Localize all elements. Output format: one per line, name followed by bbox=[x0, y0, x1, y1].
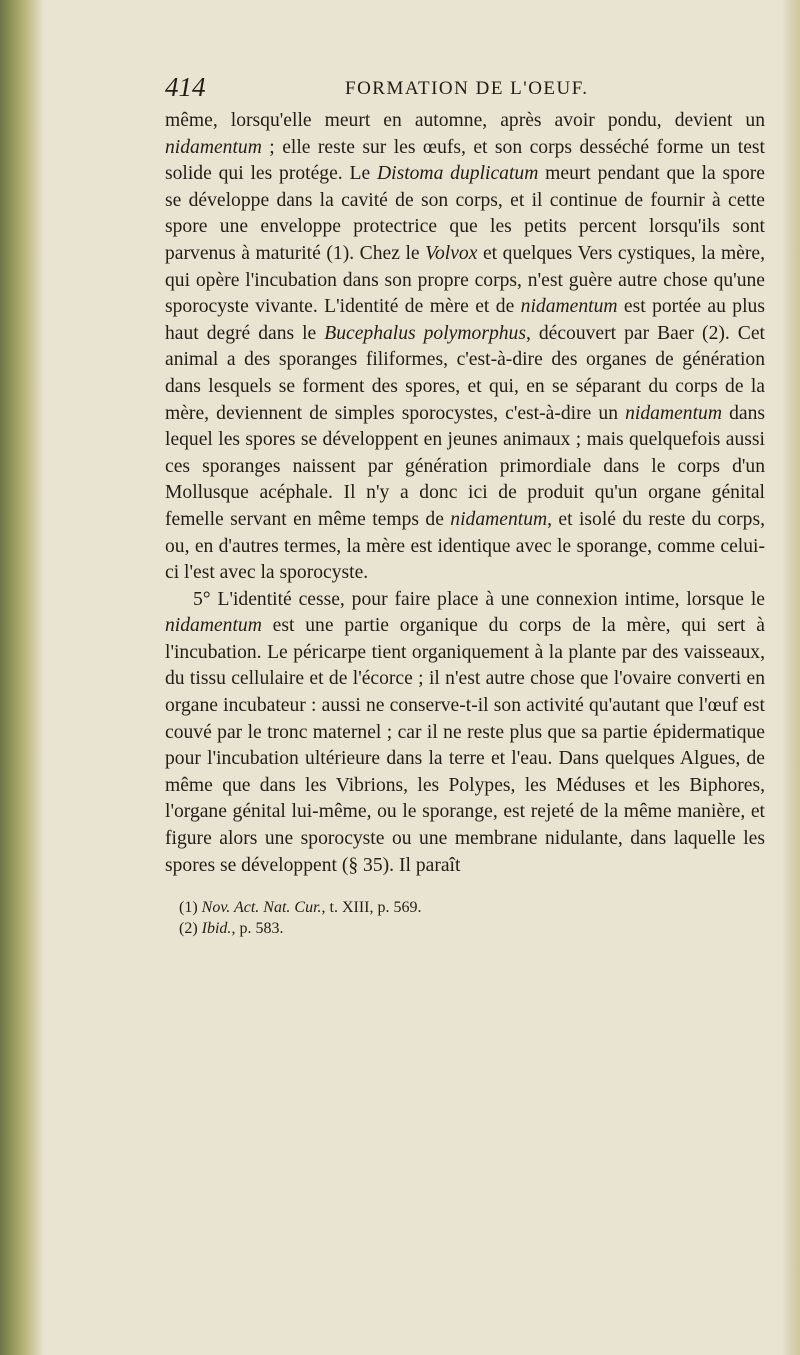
italic-text: nidamentum bbox=[625, 402, 722, 424]
text-run: est une partie organique du corps de la mère, qui sert à l'incubation. Le péricarpe tient organiquement à la plante par des vaisseaux, du tissu cellulaire et de l'écorce ; il n'est autre chose que l'ovaire converti en organe incubateur : aussi ne conserve-t-il son activité qu'autant que l'œuf est couvé par le tronc maternel ; car il ne reste plus que sa partie épidermatique pour l'incubation ultérieure dans la terre et l'eau. Dans quelques Algues, de même que dans les Vibrions, les Polypes, les Méduses et les Biphores, l'organe génital lui-même, ou le sporange, est rejeté de la même manière, et figure alors une sporocyste ou une membrane nidulante, dans laquelle les spores se développent (§ 35). Il paraît bbox=[165, 615, 765, 876]
text-run: meurt pendant que la spore se développe dans la cavité de son corps, et il continue de fournir à cette spore une enveloppe protectrice que les petits percent lorsqu'ils sont parvenus à maturité (1). Chez le bbox=[165, 163, 766, 264]
italic-text: Bucephalus polymorphus bbox=[324, 322, 526, 344]
italic-text: Distoma duplicatum bbox=[376, 163, 539, 185]
book-page bbox=[165, 72, 765, 939]
page-number: 414 bbox=[165, 72, 206, 102]
italic-text: nidamentum bbox=[520, 296, 618, 318]
footnotes bbox=[165, 897, 765, 939]
text-run: et quelques Vers cystiques, la mère, qui opère l'incubation dans son propre corps, n'est guère autre chose qu'une sporocyste vivante. L'identité de mère et de bbox=[165, 242, 765, 318]
italic-text: Volvox bbox=[425, 242, 478, 264]
text-run: (1) bbox=[179, 899, 202, 917]
italic-text: nidamentum bbox=[165, 615, 262, 637]
text-run: ; elle reste sur les œufs, et son corps desséché forme un test solide qui les protége. Le bbox=[165, 136, 765, 185]
paragraph bbox=[165, 587, 765, 880]
italic-text: Nov. Act. Nat. Cur. bbox=[201, 899, 322, 917]
text-run: (2) bbox=[179, 920, 202, 938]
text-run: , p. 583. bbox=[231, 920, 284, 938]
text-run: est portée au plus haut degré dans le bbox=[165, 296, 765, 344]
text-run: , et isolé du reste du corps, ou, en d'autres termes, la mère est identique avec le sporange, comme celui-ci l'est avec la sporocyste. bbox=[165, 508, 765, 584]
italic-text: nidamentum bbox=[450, 508, 548, 530]
running-head bbox=[165, 72, 765, 108]
text-run: , découvert par Baer (2). Cet animal a des sporanges filiformes, c'est-à-dire des organes de génération dans lesquels se forment des spores, et qui, en se séparant du corps de la mère, deviennent de simples sporocystes, c'est-à-dire un bbox=[165, 322, 765, 424]
text-run: 5° L'identité cesse, pour faire place à une connexion intime, lorsque le bbox=[193, 588, 765, 610]
running-title: FORMATION DE L'OEUF. bbox=[345, 78, 589, 99]
text-run: même, lorsqu'elle meurt en automne, après avoir pondu, devient un bbox=[165, 110, 765, 131]
italic-text: Ibid. bbox=[201, 920, 232, 938]
book-binding-edge bbox=[0, 0, 44, 1355]
italic-text: nidamentum bbox=[165, 136, 262, 158]
footnote bbox=[179, 918, 765, 939]
text-run: dans lequel les spores se développent en jeunes animaux ; mais quelquefois aussi ces sporanges naissent par génération primordiale dans le corps d'un Mollusque acéphale. Il n'y a donc ici de produit qu'un organe génital femelle servant en même temps de bbox=[165, 402, 765, 530]
page-right-edge bbox=[782, 0, 800, 1355]
footnote bbox=[179, 897, 765, 918]
paragraph bbox=[165, 108, 765, 587]
body-text bbox=[165, 108, 765, 879]
text-run: , t. XIII, p. 569. bbox=[321, 899, 422, 917]
